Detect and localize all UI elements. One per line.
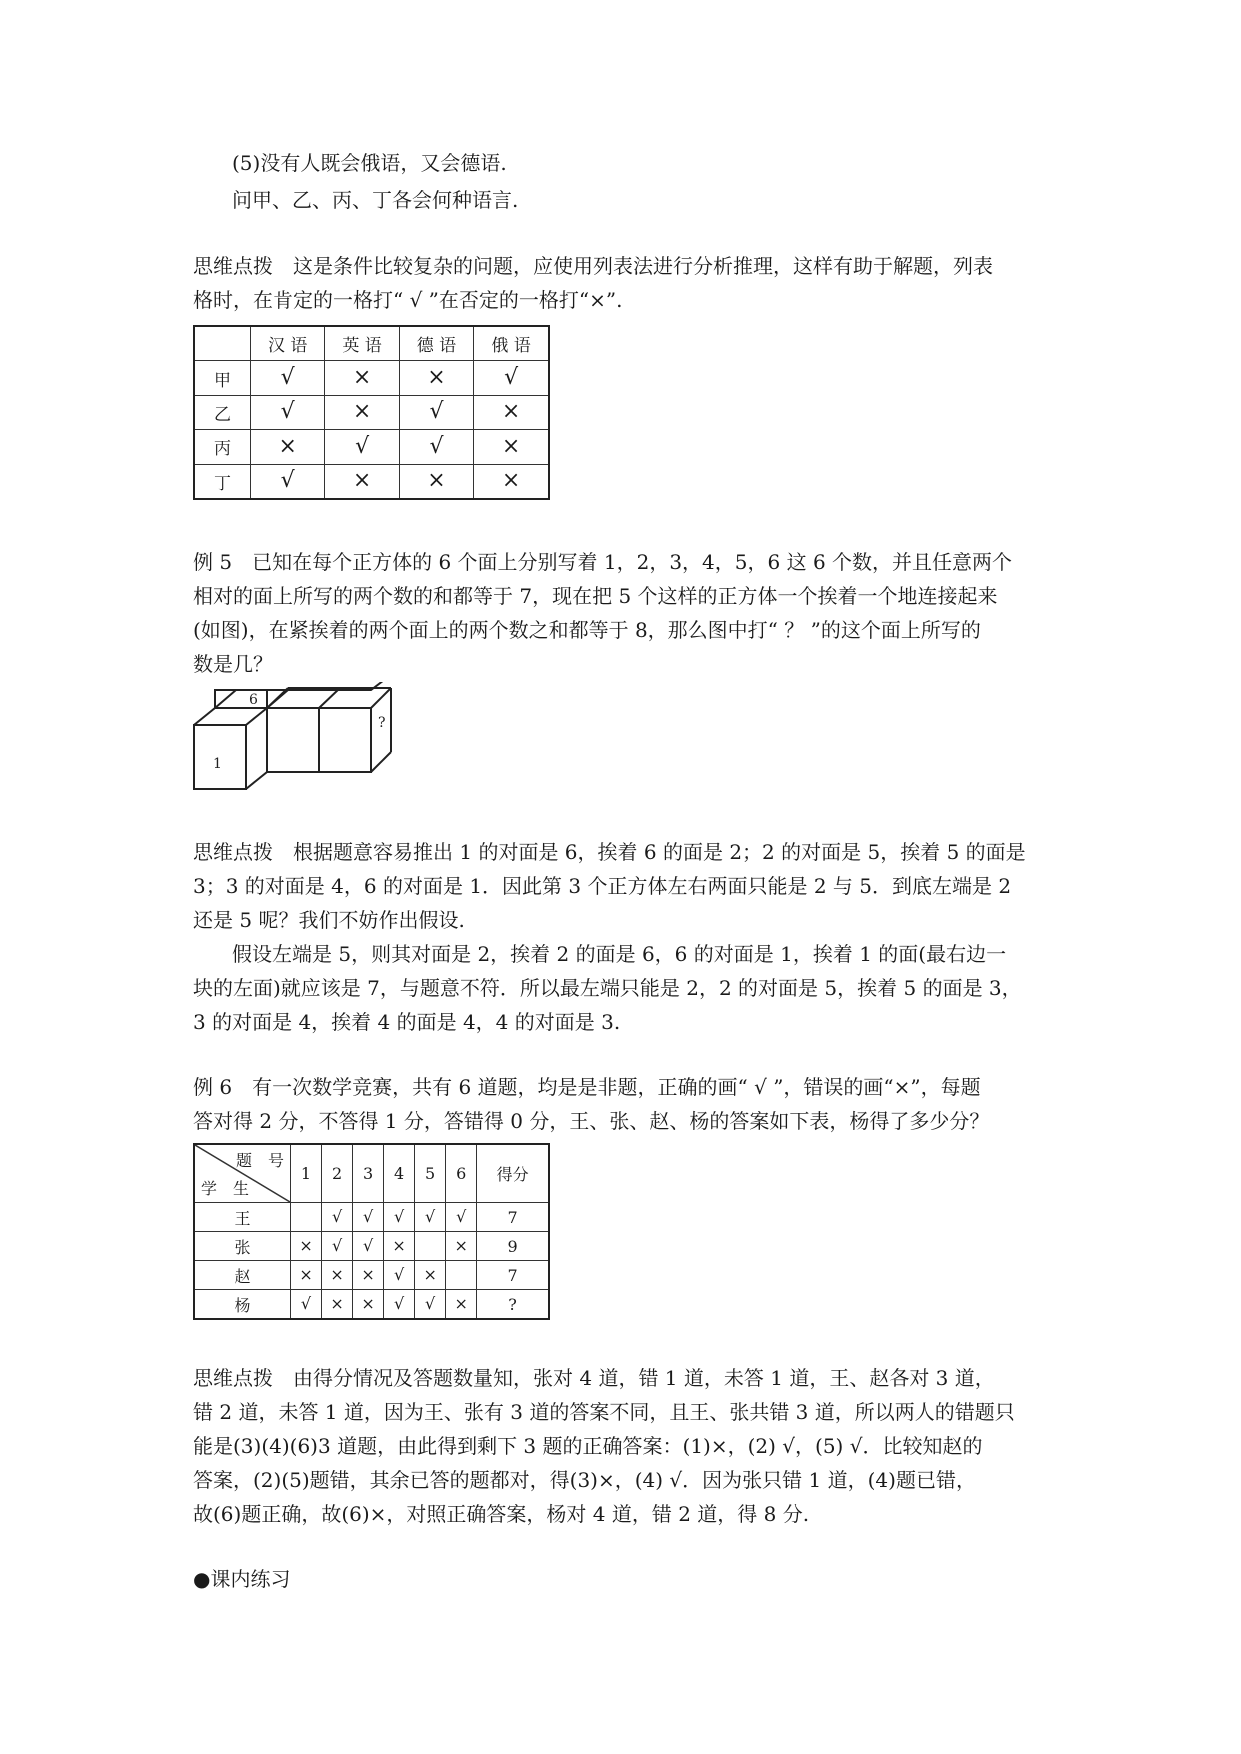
example-5-line-3: (如图)，在紧挨着的两个面上的两个数之和都等于 8，那么图中打“ ？ ”的这个面上所写的 [193,618,981,642]
answer-cell: √ [384,1290,415,1320]
mark-cell: × [399,464,473,499]
score-cell: 7 [477,1261,549,1290]
hint-3-line-3: 能是(3)(4)(6)3 道题，由此得到剩下 3 题的正确答案：(1)×，(2) √，(5) √．比较知赵的 [193,1434,983,1458]
answer-cell: × [291,1261,322,1290]
question-number: 3 [353,1144,384,1203]
answer-cell: √ [384,1261,415,1290]
example-6-line-2: 答对得 2 分，不答得 1 分，答错得 0 分，王、张、赵、杨的答案如下表，杨得了多少分？ [193,1109,990,1133]
answer-cell: √ [291,1290,322,1320]
answer-cell: × [322,1290,353,1320]
mark-cell: √ [251,361,325,395]
mark-cell: √ [251,464,325,499]
header-english: 英 语 [325,326,399,361]
hint-1-line-2: 格时，在肯定的一格打“ √ ”在否定的一格打“×”. [193,288,623,312]
section-heading: ●课内练习 [193,1567,291,1591]
score-table [193,1143,550,1320]
cube-label-question: ? [378,715,386,731]
mark-cell: × [474,395,549,429]
answer-cell: √ [446,1203,477,1232]
example-5-line-2: 相对的面上所写的两个数的和都等于 7，现在把 5 个这样的正方体一个挨着一个地连接起来 [193,584,998,608]
answer-cell: √ [353,1203,384,1232]
hint-2-line-3: 还是 5 呢？我们不妨作出假设. [193,908,465,932]
student-name: 杨 [194,1290,291,1320]
answer-cell: × [446,1290,477,1320]
answer-cell: √ [384,1203,415,1232]
score-cell: 7 [477,1203,549,1232]
answer-cell: × [322,1261,353,1290]
row-label: 乙 [194,395,251,429]
mark-cell: × [325,395,399,429]
table-row [194,1232,549,1261]
answer-cell [415,1232,446,1261]
question-number: 5 [415,1144,446,1203]
hint-2-line-1: 思维点拨 根据题意容易推出 1 的对面是 6，挨着 6 的面是 2；2 的对面是 5，挨着 5 的面是 [193,840,1026,864]
language-table [193,325,550,500]
mark-cell: × [325,361,399,395]
mark-cell: √ [474,361,549,395]
table-row [194,464,549,499]
table-row [194,1290,549,1320]
table-corner [194,326,251,361]
hint-2-line-4: 假设左端是 5，则其对面是 2，挨着 2 的面是 6，6 的对面是 1，挨着 1 的面(最右边一 [232,942,1007,966]
table-row [194,1261,549,1290]
cube-label-six: 6 [249,692,258,708]
mark-cell: √ [399,430,473,464]
answer-cell: × [353,1290,384,1320]
answer-cell: √ [415,1203,446,1232]
score-cell: ? [477,1290,549,1320]
mark-cell: √ [325,430,399,464]
hint-1-line-1: 思维点拨 这是条件比较复杂的问题，应使用列表法进行分析推理，这样有助于解题，列表 [193,254,993,278]
mark-cell: × [474,430,549,464]
hint-3-line-4: 答案，(2)(5)题错，其余已答的题都对，得(3)×，(4) √．因为张只错 1 道，(4)题已错， [193,1468,976,1492]
table-row [194,395,549,429]
mark-cell: × [474,464,549,499]
table-corner [194,1144,291,1203]
answer-cell [446,1261,477,1290]
table-row [194,361,549,395]
mark-cell: × [325,464,399,499]
student-name: 赵 [194,1261,291,1290]
answer-cell: × [291,1232,322,1261]
example-5-line-1: 例 5 已知在每个正方体的 6 个面上分别写着 1，2，3，4，5，6 这 6 个数，并且任意两个 [193,550,1013,574]
row-label: 丁 [194,464,251,499]
example-5-line-4: 数是几？ [193,652,273,676]
mark-cell: √ [399,395,473,429]
mark-cell: × [251,430,325,464]
mark-cell: × [399,361,473,395]
table-row [194,430,549,464]
answer-cell: × [353,1261,384,1290]
cube-figure [193,682,403,790]
row-label: 丙 [194,430,251,464]
answer-cell: √ [415,1290,446,1320]
student-name: 王 [194,1203,291,1232]
answer-cell: × [384,1232,415,1261]
hint-3-line-5: 故(6)题正确，故(6)×，对照正确答案，杨对 4 道，错 2 道，得 8 分. [193,1502,810,1526]
hint-2-line-2: 3；3 的对面是 4，6 的对面是 1．因此第 3 个正方体左右两面只能是 2 与 5．到底左端是 2 [193,874,1012,898]
question-number: 4 [384,1144,415,1203]
score-cell: 9 [477,1232,549,1261]
hint-3-line-2: 错 2 道，未答 1 道，因为王、张有 3 道的答案不同，且王、张共错 3 道，所以两人的错题只 [193,1400,1015,1424]
condition-5: (5)没有人既会俄语，又会德语. [232,151,507,175]
header-russian: 俄 语 [474,326,549,361]
corner-bottom-label: 学 生 [201,1179,250,1198]
answer-cell: √ [322,1232,353,1261]
hint-2-line-5: 块的左面)就应该是 7，与题意不符．所以最左端只能是 2，2 的对面是 5，挨着 5 的面是 3， [193,976,1022,1000]
answer-cell: × [446,1232,477,1261]
mark-cell: √ [251,395,325,429]
question-line: 问甲、乙、丙、丁各会何种语言. [232,188,519,212]
row-label: 甲 [194,361,251,395]
answer-cell: √ [322,1203,353,1232]
question-number: 2 [322,1144,353,1203]
answer-cell: √ [353,1232,384,1261]
answer-cell: × [415,1261,446,1290]
table-row [194,1203,549,1232]
corner-top-label: 题 号 [235,1151,284,1170]
question-number: 6 [446,1144,477,1203]
hint-3-line-1: 思维点拨 由得分情况及答题数量知，张对 4 道，错 1 道，未答 1 道，王、赵各对 3 道， [193,1366,995,1390]
hint-2-line-6: 3 的对面是 4，挨着 4 的面是 4，4 的对面是 3. [193,1010,621,1034]
question-number: 1 [291,1144,322,1203]
header-german: 德 语 [399,326,473,361]
header-chinese: 汉 语 [251,326,325,361]
student-name: 张 [194,1232,291,1261]
example-6-line-1: 例 6 有一次数学竞赛，共有 6 道题，均是是非题，正确的画“ √ ”，错误的画“×”，每题 [193,1075,981,1099]
score-header: 得分 [477,1144,549,1203]
answer-cell [291,1203,322,1232]
cube-label-one: 1 [213,756,222,772]
